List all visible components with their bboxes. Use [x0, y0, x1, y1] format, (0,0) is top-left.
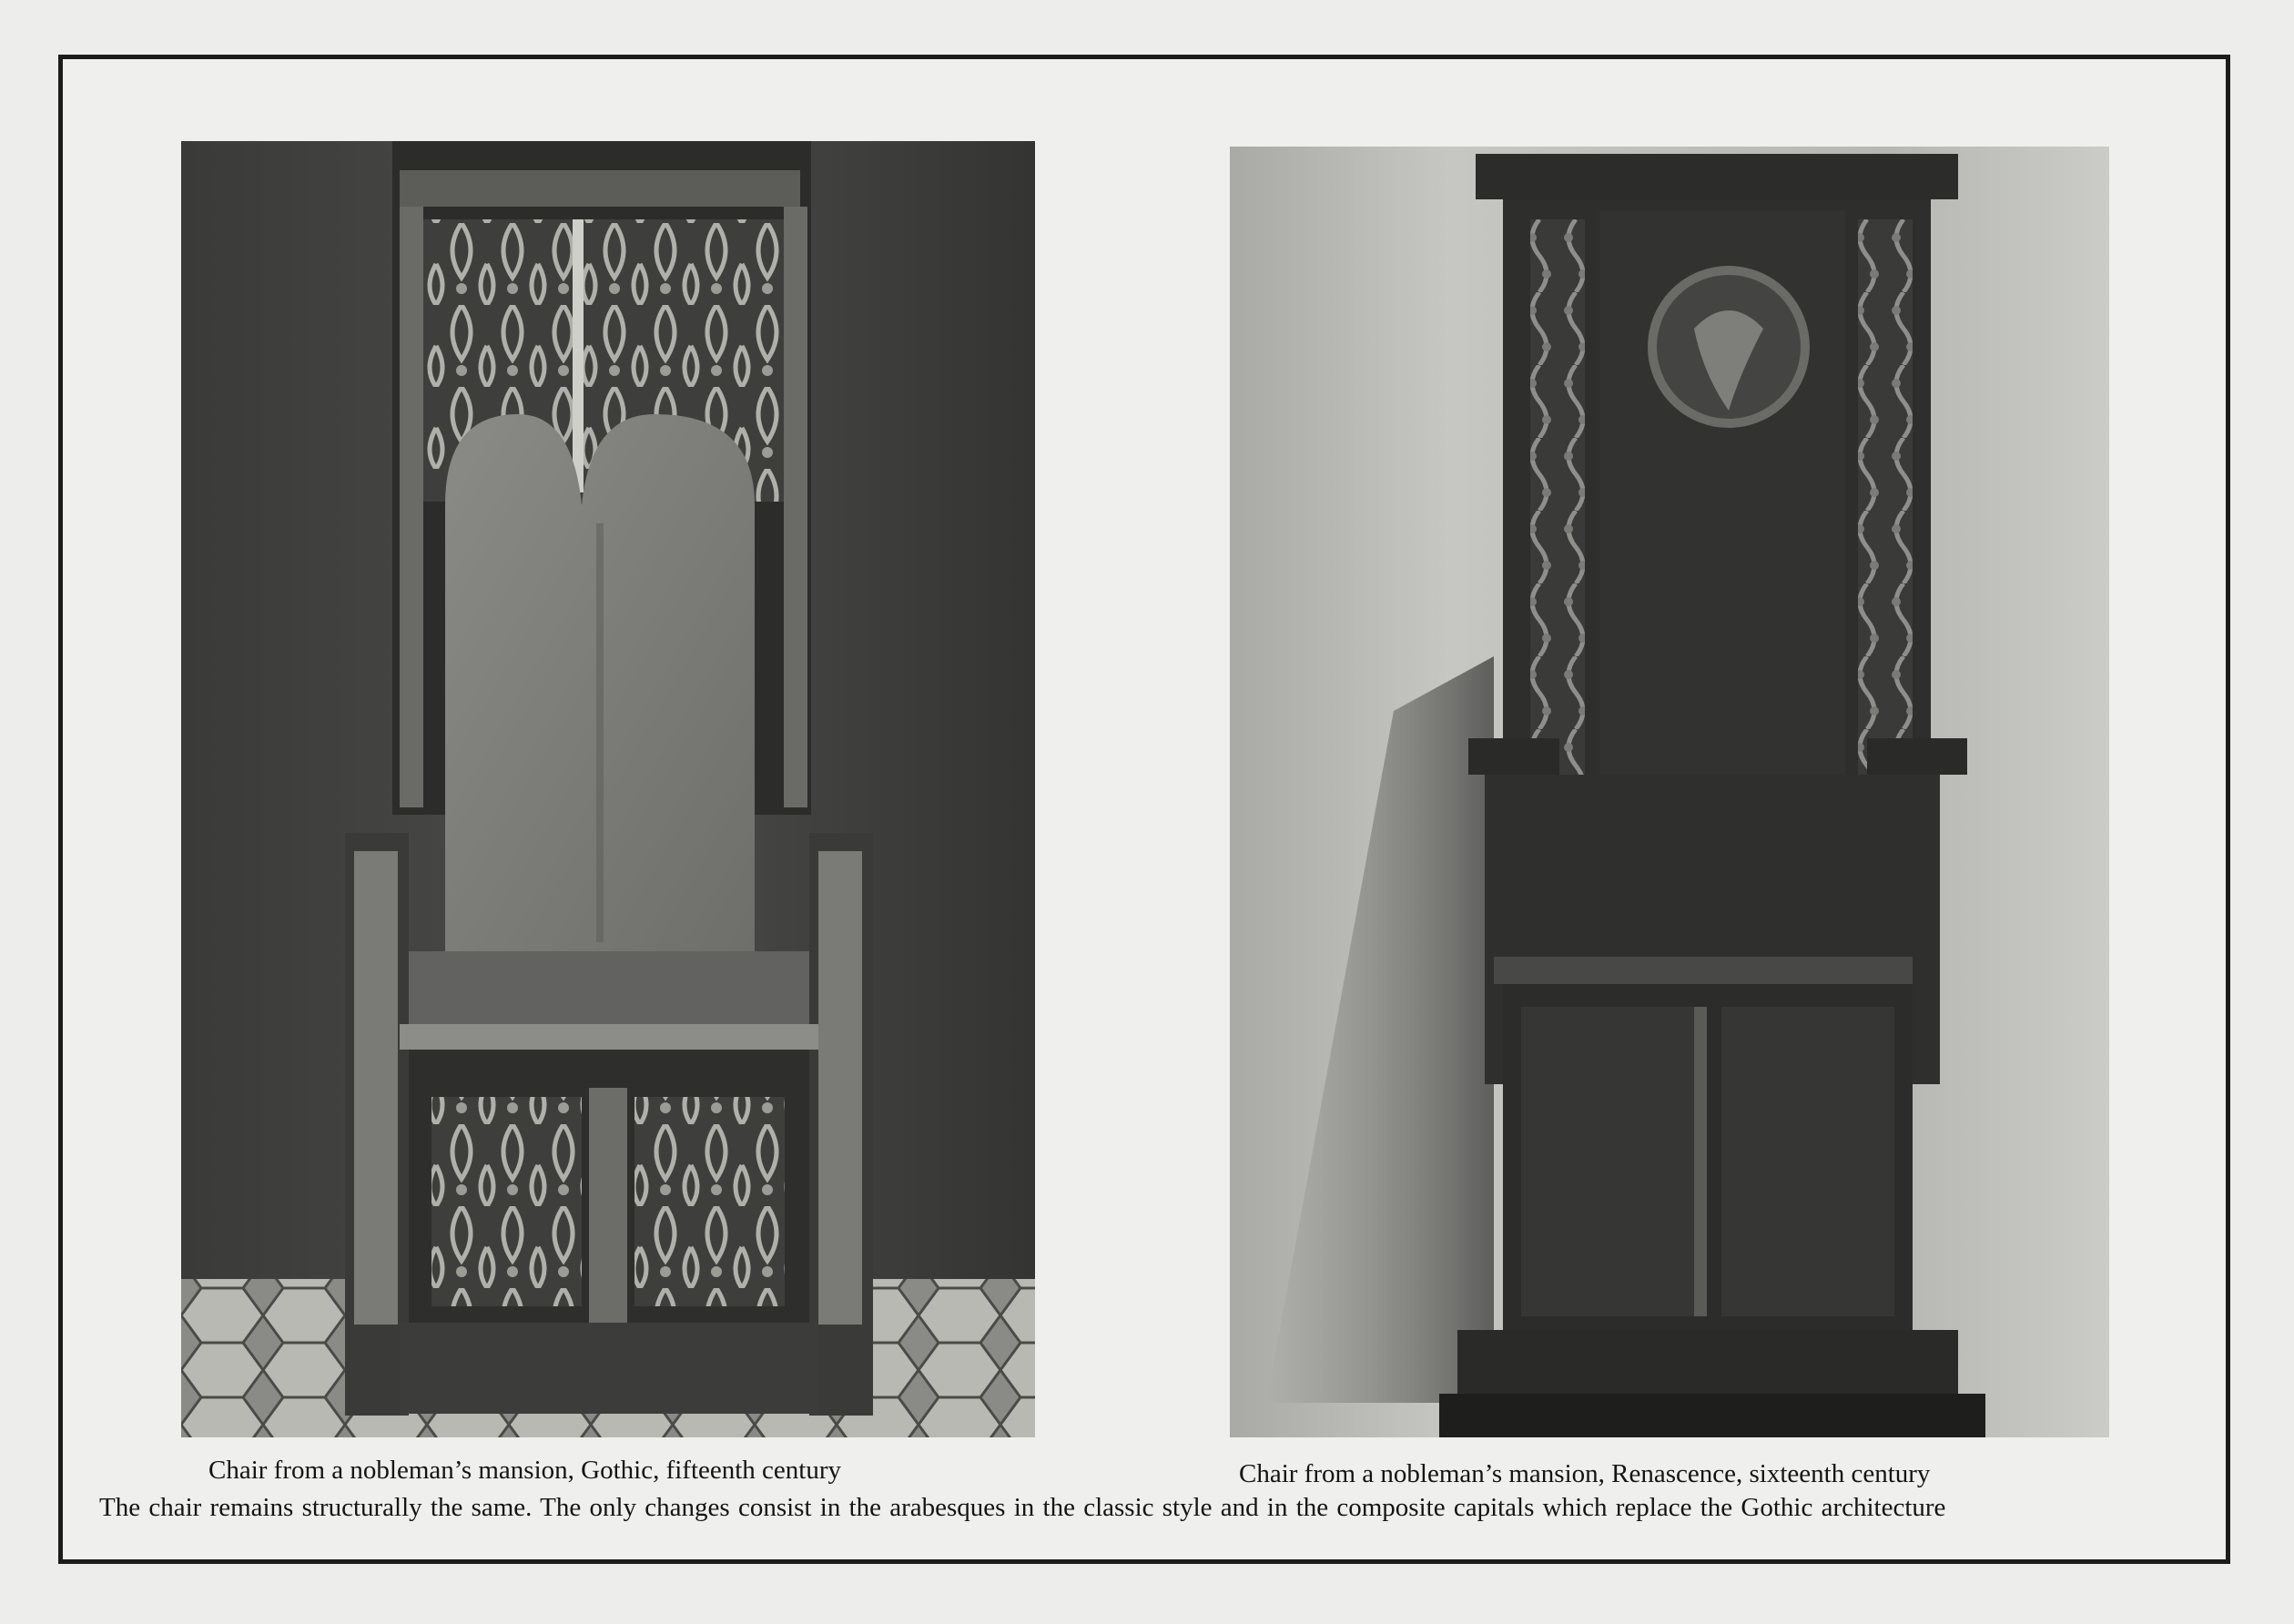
plate-description: The chair remains structurally the same. The only changes consist in the arabesques in the classic style and in the composite capitals which replace the Gothic architecture — [99, 1493, 1946, 1522]
gothic-chair-image — [181, 141, 1035, 1437]
renascence-chair-photograph — [1230, 147, 2109, 1437]
gothic-chair-photograph — [181, 141, 1035, 1437]
plate-frame — [58, 55, 2230, 1564]
gothic-chair-caption: Chair from a nobleman’s mansion, Gothic, fifteenth century — [208, 1456, 842, 1485]
renascence-chair-caption: Chair from a nobleman’s mansion, Renascence, sixteenth century — [1239, 1459, 1931, 1488]
renascence-chair-image — [1230, 147, 2109, 1437]
